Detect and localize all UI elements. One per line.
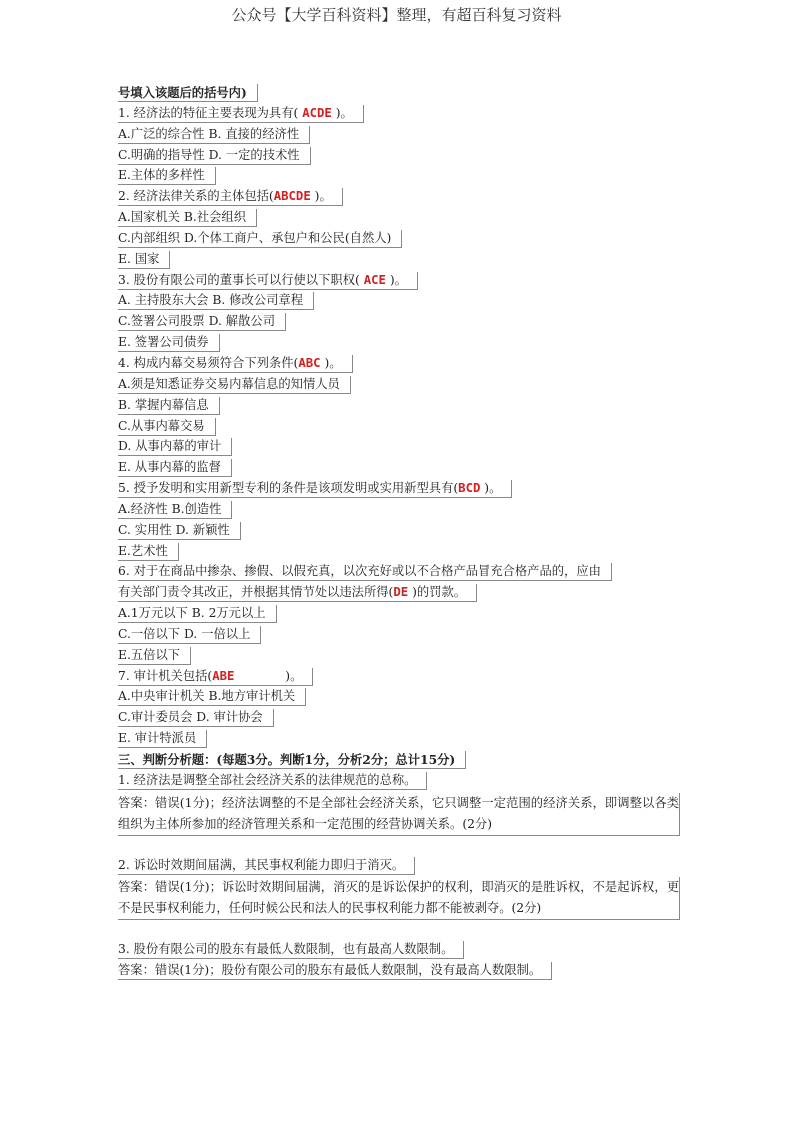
- answer-2: ABCDE: [273, 189, 311, 204]
- option-line: C. 实用性 D. 新颖性: [118, 522, 680, 539]
- judge-question-1: 1. 经济法是调整全部社会经济关系的法律规范的总称。: [118, 772, 680, 789]
- option-line: E.艺术性: [118, 543, 680, 560]
- judge-question-2: 2. 诉讼时效期间届满，其民事权利能力即归于消灭。: [118, 857, 680, 874]
- page-header: 公众号【大学百科资料】整理，有超百科复习资料: [231, 6, 562, 24]
- option-line: C.审计委员会 D. 审计协会: [118, 709, 680, 726]
- option-line: C.签署公司股票 D. 解散公司: [118, 313, 680, 330]
- question-4: 4. 构成内幕交易须符合下列条件(ABC )。: [118, 355, 680, 372]
- answer-4: ABC: [298, 355, 321, 370]
- question-7: 7. 审计机关包括(ABE )。: [118, 668, 680, 685]
- option-line: C.一倍以下 D. 一倍以上: [118, 626, 680, 643]
- question-3: 3. 股份有限公司的董事长可以行使以下职权( ACE )。: [118, 272, 680, 289]
- option-line: C.内部组织 D.个体工商户、承包户和公民(自然人): [118, 230, 680, 247]
- answer-6: DE: [393, 585, 409, 600]
- option-line: E. 签署公司债券: [118, 334, 680, 351]
- intro-line: 号填入该题后的括号内): [118, 84, 680, 101]
- question-2: 2. 经济法律关系的主体包括(ABCDE )。: [118, 188, 680, 205]
- answer-5: BCD: [458, 481, 481, 496]
- option-line: E. 从事内幕的监督: [118, 459, 680, 476]
- question-5: 5. 授予发明和实用新型专利的条件是该项发明或实用新型具有(BCD )。: [118, 480, 680, 497]
- judge-question-3: 3. 股份有限公司的股东有最低人数限制，也有最高人数限制。: [118, 941, 680, 958]
- option-line: E.五倍以下: [118, 647, 680, 664]
- section-3-title: 三、判断分析题：(每题3分。判断1分，分析2分；总计15分): [118, 751, 680, 768]
- question-6: 6. 对于在商品中掺杂、掺假、以假充真，以次充好或以不合格产品冒充合格产品的，应由: [118, 563, 680, 580]
- option-line: A.国家机关 B.社会组织: [118, 209, 680, 226]
- answer-7: ABE: [212, 668, 235, 683]
- option-line: A.中央审计机关 B.地方审计机关: [118, 688, 680, 705]
- option-line: A. 主持股东大会 B. 修改公司章程: [118, 292, 680, 309]
- option-line: E. 国家: [118, 251, 680, 268]
- option-line: A.1万元以下 B. 2万元以上: [118, 605, 680, 622]
- option-line: D. 从事内幕的审计: [118, 438, 680, 455]
- judge-answer-1: 答案：错误(1分)；经济法调整的不是全部社会经济关系，它只调整一定范围的经济关系，即调整以各类组织为主体所参加的经济管理关系和一定范围的经营协调关系。(2分): [118, 793, 680, 836]
- option-line: B. 掌握内幕信息: [118, 397, 680, 414]
- option-line: E. 审计特派员: [118, 730, 680, 747]
- option-line: C.明确的指导性 D. 一定的技术性: [118, 147, 680, 164]
- answer-1: ACDE: [302, 105, 332, 120]
- option-line: A.经济性 B.创造性: [118, 501, 680, 518]
- question-1: 1. 经济法的特征主要表现为具有( ACDE )。: [118, 105, 680, 122]
- judge-answer-2: 答案：错误(1分)；诉讼时效期间届满，消灭的是诉讼保护的权利，即消灭的是胜诉权，不是起诉权，更不是民事权利能力，任何时候公民和法人的民事权利能力都不能被剥夺。(2分): [118, 877, 680, 920]
- question-6-cont: 有关部门责令其改正，并根据其情节处以违法所得(DE )的罚款。: [118, 584, 680, 601]
- option-line: A.广泛的综合性 B. 直接的经济性: [118, 126, 680, 143]
- option-line: C.从事内幕交易: [118, 418, 680, 435]
- judge-answer-3: 答案：错误(1分)；股份有限公司的股东有最低人数限制，没有最高人数限制。: [118, 962, 680, 979]
- answer-3: ACE: [363, 272, 386, 287]
- option-line: E.主体的多样性: [118, 167, 680, 184]
- option-line: A.须是知悉证券交易内幕信息的知情人员: [118, 376, 680, 393]
- document-body: [118, 84, 680, 983]
